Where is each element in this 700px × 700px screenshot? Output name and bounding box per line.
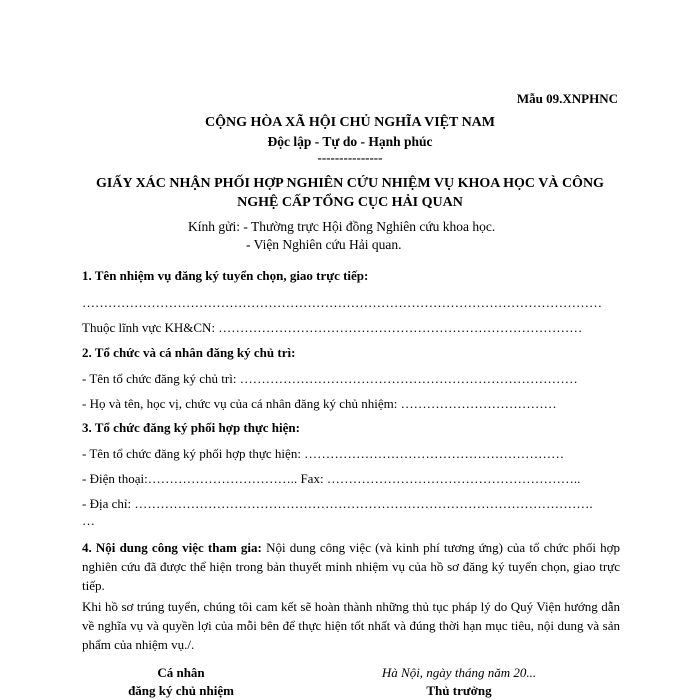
- section2-heading: 2. Tổ chức và cá nhân đăng ký chủ trì:: [82, 345, 296, 360]
- section2-line2: - Họ và tên, học vị, chức vụ của cá nhân đăng ký chủ nhiệm: ………………………………: [82, 396, 557, 411]
- section3-line2: - Điện thoại:…………………………….. Fax: …………………………………………………..: [82, 471, 581, 486]
- section1-field-line: Thuộc lĩnh vực KH&CN: …………………………………………………………………………: [82, 320, 583, 335]
- section3-line4: …: [82, 513, 95, 528]
- signature-left-line1: Cá nhân: [157, 665, 205, 680]
- signature-date: Hà Nội, ngày tháng năm 20...: [381, 665, 537, 680]
- document-title-line2: NGHỆ CẤP TỔNG CỤC HẢI QUAN: [237, 195, 463, 210]
- section2-line1: - Tên tổ chức đăng ký chủ trì: ……………………………………………………………………: [82, 371, 578, 386]
- commitment-paragraph: Khi hồ sơ trúng tuyển, chúng tôi cam kết sẽ hoàn thành những thủ tục pháp lý do Quý Viện hướng dẫn về nghĩa vụ và quyền lợi của mỗi bên để thực hiện tốt nhất và đúng thời hạn mục tiêu, nội dung và sản phẩm của nhiệm vụ./.: [82, 599, 620, 652]
- section4-text: Nội dung công việc (và kinh phí tương ứng) của tổ chức phối hợp nghiên cứu đã được thể hiện trong bản thuyết minh nhiệm vụ của hồ sơ đăng ký tuyển chọn, giao trực tiếp.: [82, 540, 621, 593]
- signature-right-title: Thủ trưởng: [426, 683, 492, 698]
- national-title: CỘNG HÒA XÃ HỘI CHỦ NGHĨA VIỆT NAM: [204, 115, 495, 130]
- document-title-line1: GIẤY XÁC NHẬN PHỐI HỢP NGHIÊN CỨU NHIỆM VỤ KHOA HỌC VÀ CÔNG: [96, 176, 604, 191]
- recipient-line1: Kính gửi: - Thường trực Hội đồng Nghiên cứu khoa học.: [188, 219, 496, 234]
- header-separator: ---------------: [317, 150, 383, 165]
- section4-paragraph: [82, 538, 620, 595]
- section3-heading: 3. Tổ chức đăng ký phối hợp thực hiện:: [82, 420, 300, 435]
- section3-line1: - Tên tổ chức đăng ký phối hợp thực hiện: ……………………………………………………: [82, 446, 565, 461]
- section3-line3: - Địa chỉ: …………………………………………………………………………………………….: [82, 496, 593, 511]
- recipient-line2: - Viện Nghiên cứu Hải quan.: [246, 237, 402, 252]
- section1-heading: 1. Tên nhiệm vụ đăng ký tuyển chọn, giao trực tiếp:: [82, 268, 369, 283]
- section1-dots-line: …………………………………………………………………………………………………………: [82, 295, 602, 310]
- form-code: Mẫu 09.XNPHNC: [516, 91, 618, 106]
- signature-left-line2: đăng ký chủ nhiệm: [128, 683, 234, 698]
- section4-heading: 4. Nội dung công việc tham gia:: [82, 540, 262, 555]
- national-motto: Độc lập - Tự do - Hạnh phúc: [267, 134, 433, 149]
